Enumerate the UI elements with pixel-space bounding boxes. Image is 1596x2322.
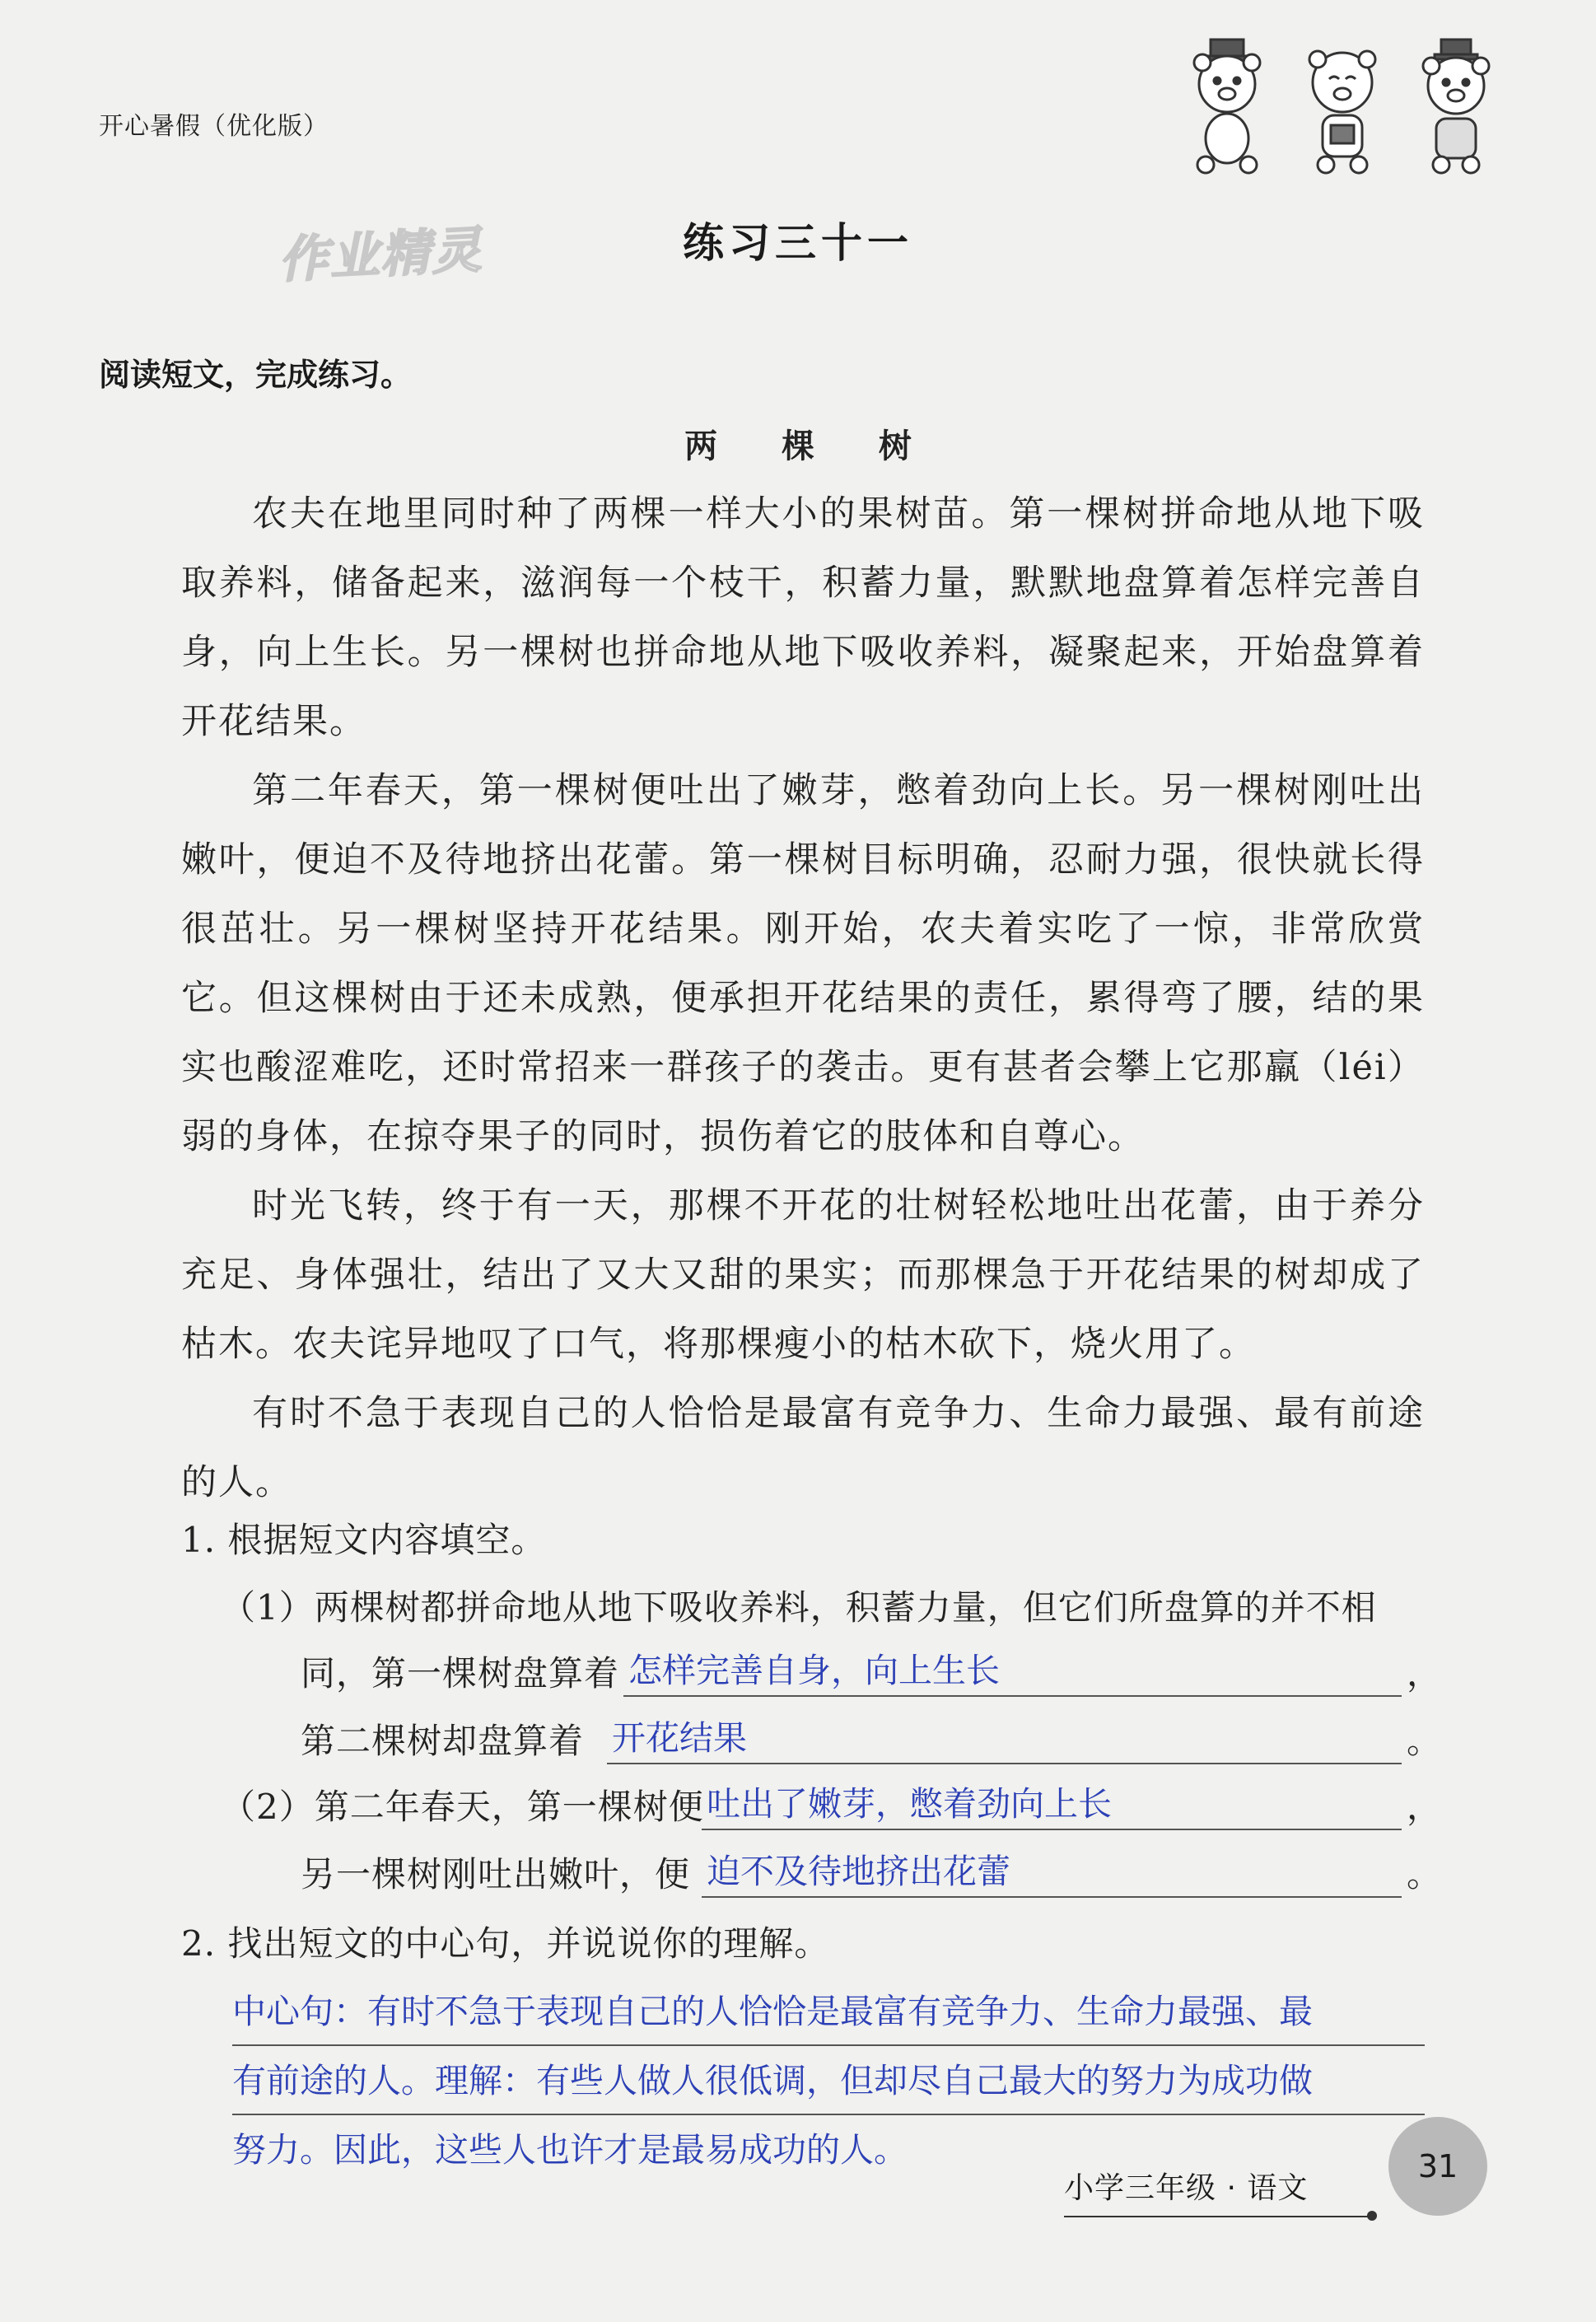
bear-left	[1194, 40, 1260, 173]
answer-field-2b[interactable]: 迫不及待地挤出花蕾	[702, 1848, 1402, 1898]
question-1-1-line1: （1）两棵树都拼命地从地下吸收养料，积蓄力量，但它们所盘算的并不相	[221, 1587, 1377, 1628]
period: 。	[1407, 1854, 1442, 1895]
story-title: 两 棵 树	[684, 427, 938, 465]
comma: ，	[1407, 1787, 1442, 1827]
answer-field-1a[interactable]: 怎样完善自身，向上生长	[623, 1647, 1402, 1697]
bear-middle	[1309, 51, 1375, 173]
exercise-title: 练习三十一	[683, 219, 913, 267]
book-title: 开心暑假（优化版）	[99, 112, 329, 141]
question-1-1-line3-prefix: 第二棵树却盘算着	[301, 1721, 585, 1761]
page-number: 31	[1417, 2148, 1458, 2184]
answer-area-q2[interactable]	[232, 1977, 1425, 2184]
watermark-logo: 作业精灵	[277, 221, 484, 290]
footer-divider	[1064, 2216, 1370, 2217]
instruction: 阅读短文，完成练习。	[99, 357, 413, 393]
answer-field-1b[interactable]: 开花结果	[607, 1715, 1402, 1764]
question-1-1-line2-prefix: 同，第一棵树盘算着	[301, 1653, 620, 1694]
question-1-2-line1-prefix: （2）第二年春天，第一棵树便	[221, 1787, 704, 1827]
question-2-prompt: 2. 找出短文的中心句，并说说你的理解。	[181, 1923, 830, 1964]
answer-line: 中心句：有时不急于表现自己的人恰恰是最富有竞争力、生命力最强、最	[232, 1977, 1425, 2046]
story-text	[181, 479, 1425, 1517]
page-number-badge	[1388, 2117, 1487, 2216]
answer-field-2a[interactable]: 吐出了嫩芽，憋着劲向上长	[702, 1781, 1402, 1830]
footer-dot	[1367, 2211, 1377, 2221]
answer-line: 有前途的人。理解：有些人做人很低调，但却尽自己最大的努力为成功做	[232, 2046, 1425, 2115]
question-1-prompt: 1. 根据短文内容填空。	[181, 1520, 547, 1560]
story-paragraph-3: 时光飞转，终于有一天，那棵不开花的壮树轻松地吐出花蕾，由于养分充足、身体强壮，结出了又大又甜的果实；而那棵急于开花结果的树却成了枯木。农夫诧异地叹了口气，将那棵瘦小的枯木砍下，烧火用了。	[181, 1185, 1425, 1365]
comma: ，	[1407, 1653, 1442, 1694]
period: 。	[1407, 1721, 1442, 1761]
answer-line: 努力。因此，这些人也许才是最易成功的人。	[232, 2130, 908, 2170]
story-paragraph-2: 第二年春天，第一棵树便吐出了嫩芽，憋着劲向上长。另一棵树刚吐出嫩叶，便迫不及待地挤出花蕾。第一棵树目标明确，忍耐力强，很快就长得很茁壮。另一棵树坚持开花结果。刚开始，农夫着实吃了一惊，非常欣赏它。但这棵树由于还未成熟，便承担开花结果的责任，累得弯了腰，结的果实也酸涩难吃，还时常招来一群孩子的袭击。更有甚者会攀上它那羸（léi）弱的身体，在掠夺果子的同时，损伤着它的肢体和自尊心。	[181, 770, 1425, 1157]
question-1-2-line2-prefix: 另一棵树刚吐出嫩叶，便	[301, 1854, 691, 1895]
story-paragraph-1: 农夫在地里同时种了两棵一样大小的果树苗。第一棵树拼命地从地下吸取养料，储备起来，滋润每一个枝干，积蓄力量，默默地盘算着怎样完善自身，向上生长。另一棵树也拼命地从地下吸收养料，凝聚起来，开始盘算着开花结果。	[181, 493, 1425, 742]
story-paragraph-4: 有时不急于表现自己的人恰恰是最富有竞争力、生命力最强、最有前途的人。	[181, 1393, 1425, 1503]
footer-subject: 小学三年级 · 语文	[1064, 2171, 1309, 2205]
bear-mascots-illustration	[1178, 33, 1507, 181]
bear-right	[1423, 40, 1489, 173]
